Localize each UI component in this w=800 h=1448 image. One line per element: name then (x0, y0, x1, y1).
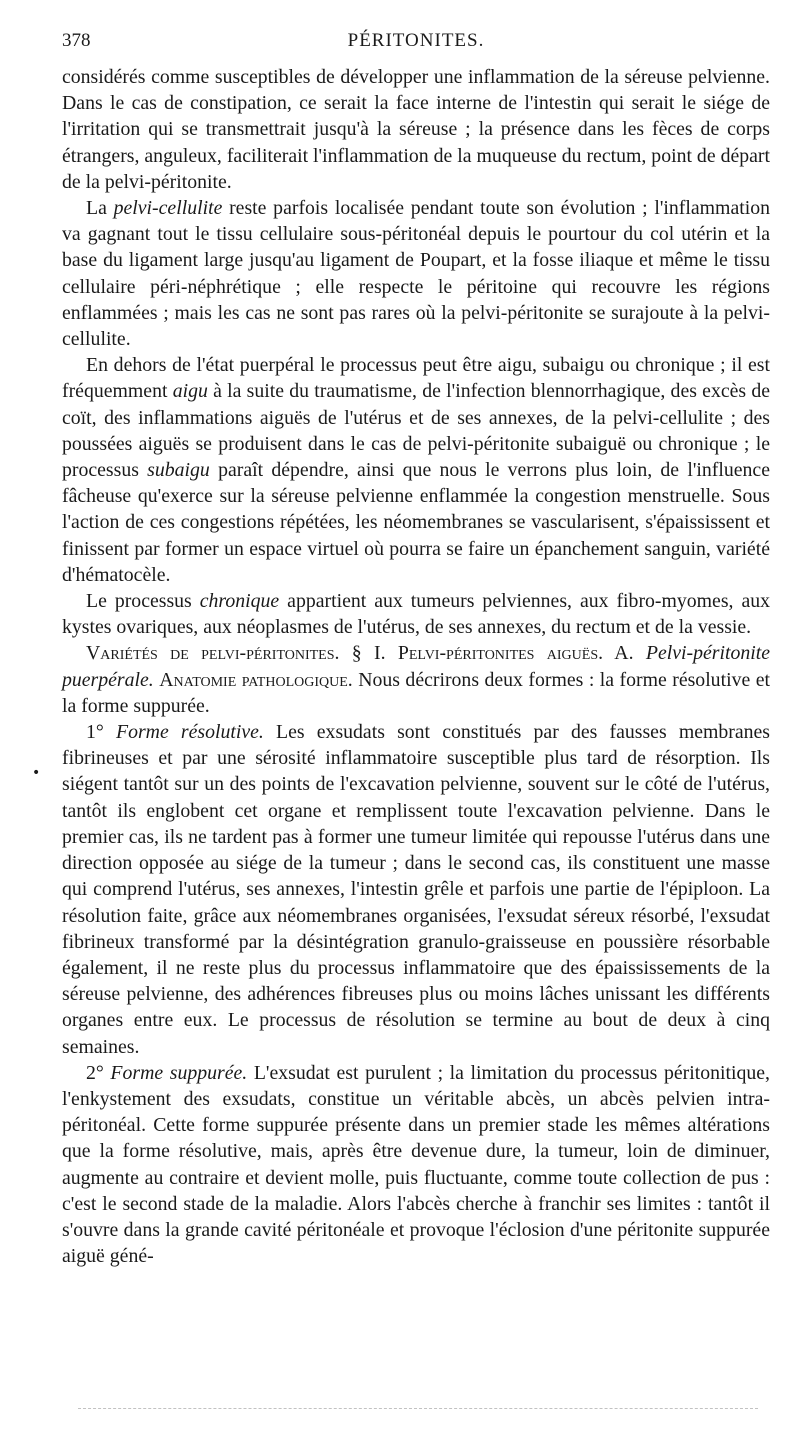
running-head (62, 30, 770, 54)
topic-heading: Anatomie pathologique. (159, 668, 353, 691)
margin-mark: • (32, 765, 41, 781)
running-title: PÉRITONITES. (347, 30, 485, 51)
paragraph: considérés comme susceptibles de développer une inflammation de la séreuse pelvienne. Dans le cas de constipation, ce serait la face interne de l'intestin qui serait le siége de l'irritation qui se transmettrait jusqu'à la séreuse ; la présence dans les fèces de corps étrangers, anguleux, faciliterait l'inflammation de la muqueuse du rectum, point de départ de la pelvi-péritonite. (62, 66, 770, 193)
paragraph: Le processus chronique appartient aux tumeurs pelviennes, aux fibro-myomes, aux kystes ovariques, aux néoplasmes de l'utérus, de ses annexes, du rectum et de la vessie. (62, 590, 771, 639)
body-text (62, 64, 770, 1269)
paragraph: En dehors de l'état puerpéral le processus peut être aigu, subaigu ou chronique ; il est fréquemment aigu à la suite du traumatisme, de l'infection blennorrhagique, des excès de coït, des inflammations aiguës de l'utérus et de ses annexes, de la pelvi-cellulite ; des poussées aiguës se produisent dans le cas de pelvi-péritonite subaiguë ou chronique ; le processus subaigu paraît dépendre, ainsi que nous le verrons plus loin, de l'influence fâcheuse qu'exerce sur la séreuse pelvienne enflammée la congestion menstruelle. Sous l'action de ces congestions répétées, les néomembranes se vascularisent, s'épaississent et finissent par former un espace virtuel où pourra se faire un épanchement sanguin, variété d'hématocèle. (62, 354, 770, 586)
page-number: 378 (62, 30, 91, 51)
subsection-heading: Pelvi-péritonites aiguës. (397, 642, 604, 665)
section-heading-paragraph: Variétés de pelvi-péritonites. § I. Pelvi-péritonites aiguës. A. Pelvi-péritonite puerpérale. Anatomie pathologique. Nous décrirons deux formes : la forme résolutive et la forme suppurée. (62, 642, 771, 717)
paragraph: 1° Forme résolutive. Les exsudats sont constitués par des fausses membranes fibrineuses et par une sérosité inflammatoire susceptible plus tard de résorption. Ils siégent tantôt sur un des points de l'excavation pelvienne, souvent sur le côté de l'utérus, tantôt ils englobent cet organe et remplissent toute l'excavation pelvienne. Dans le premier cas, ils ne tardent pas à former une tumeur limitée qui repousse l'utérus dans une direction opposée au siége de la tumeur ; dans le second cas, ils constituent une masse qui comprend l'utérus, ses annexes, l'intestin grêle et parfois une partie de l'épiploon. La résolution faite, grâce aux néomembranes organisées, l'exsudat séreux résorbé, l'exsudat fibrineux transformé par la désintégration granulo-graisseuse en poussière résorbable également, il ne reste plus du processus inflammatoire que des épaississements de la séreuse pelvienne, des adhérences fibreuses plus ou moins lâches unissant les différents organes entre eux. Le processus de résolution se termine au bout de deux à cinq semaines. (62, 721, 770, 1058)
section-heading: Variétés de pelvi-péritonites. (86, 642, 340, 665)
paragraph: La pelvi-cellulite reste parfois localisée pendant toute son évolution ; l'inflammation va gagnant tout le tissu cellulaire sous-péritonéal depuis le pourtour du col utérin et la base du ligament large jusqu'au ligament de Poupart, et la fosse iliaque et même le tissu cellulaire péri-néphrétique ; elle respecte le péritoine qui recouvre les régions enflammées ; mais les cas ne sont pas rares où la pelvi-péritonite se surajoute à la pelvi-cellulite. (62, 197, 770, 351)
paragraph: 2° Forme suppurée. L'exsudat est purulent ; la limitation du processus péritonitique, l'enkystement des exsudats, constitue un véritable abcès, un abcès pelvien intra-péritonéal. Cette forme suppurée présente dans un premier stade les mêmes altérations que la forme résolutive, mais, après être devenue dure, la tumeur, loin de diminuer, augmente au contraire et devient molle, puis fluctuante, comme toute collection de pus : c'est le second stade de la maladie. Alors l'abcès cherche à franchir ses limites : tantôt il s'ouvre dans la grande cavité péritonéale et provoque l'éclosion d'une péritonite suppurée aiguë géné- (62, 1061, 771, 1268)
footer-rule (78, 1408, 758, 1409)
subsection-title: Pelvi-péritonite puerpérale. (62, 642, 771, 691)
